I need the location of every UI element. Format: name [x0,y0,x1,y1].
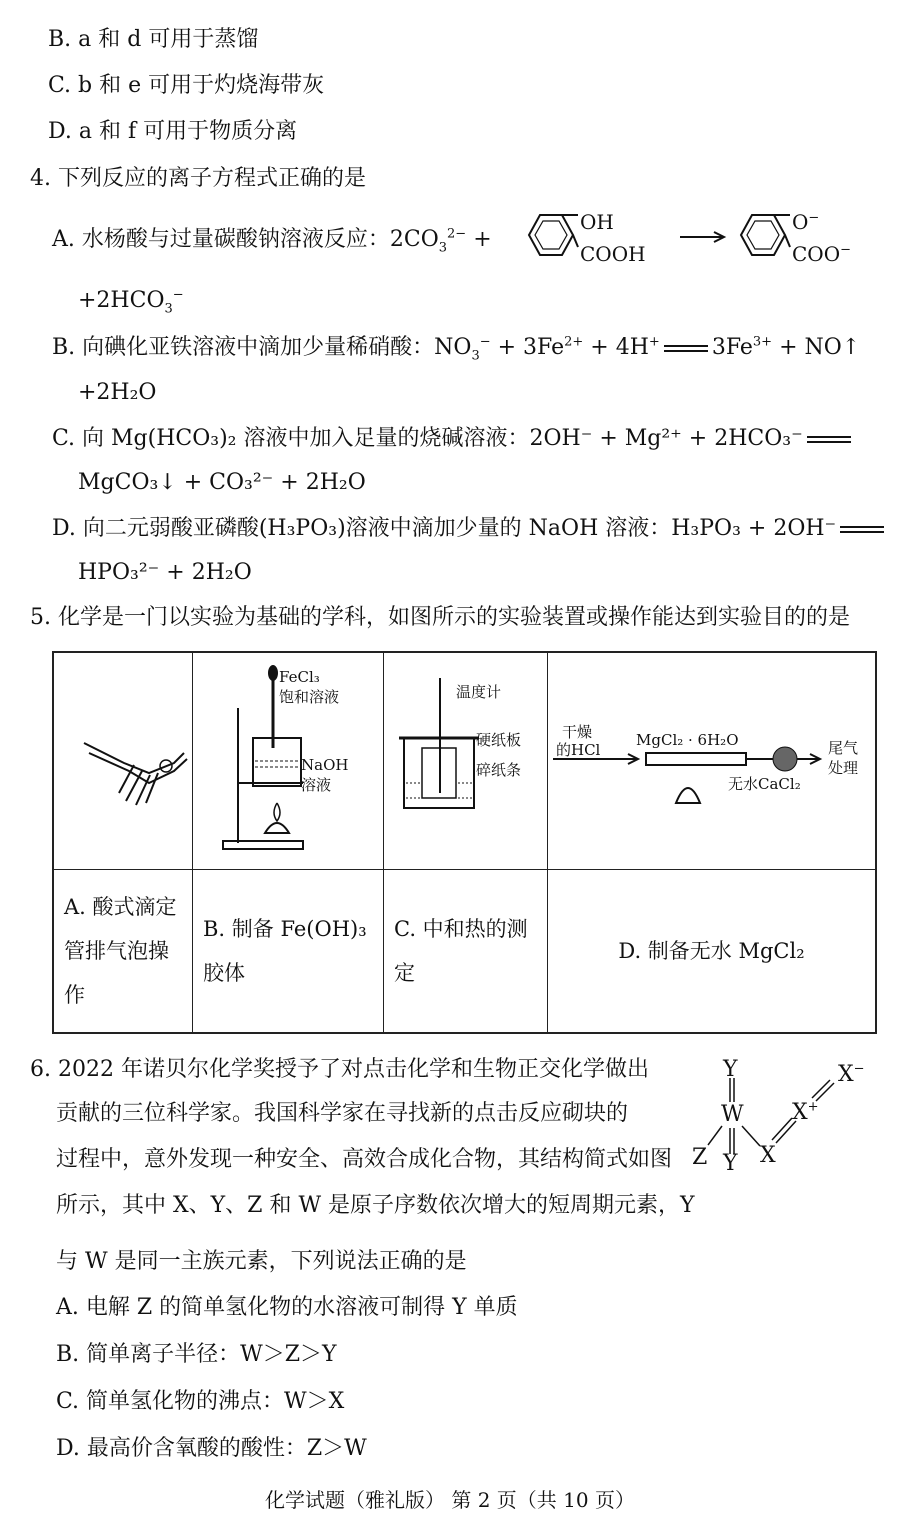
label-saturated: 饱和溶液 [279,688,340,706]
label-shreds: 碎纸条 [476,761,522,779]
q3-option-b: B. a 和 d 可用于蒸馏 [48,27,259,52]
label-solution: 溶液 [301,776,332,794]
label-fecl3: FeCl₃ [279,668,320,686]
label-naoh: NaOH [301,756,349,774]
q6-atom-w: W [721,1102,744,1127]
q6-atom-z: Z [692,1145,708,1170]
q6-option-a: A. 电解 Z 的简单氢化物的水溶液可制得 Y 单质 [56,1295,518,1320]
q4-a-ominus: O− [792,210,820,234]
label-thermometer: 温度计 [456,683,502,701]
q6-atom-xminus: X− [838,1061,865,1087]
q5-figure-b [193,652,384,870]
q4-a-oh: OH [580,210,614,234]
q5-caption-d: D. 制备无水 MgCl₂ [548,870,877,1034]
q6-option-d: D. 最高价含氧酸的酸性：Z＞W [56,1436,367,1461]
label-mgcl2: MgCl₂ · 6H₂O [636,731,739,749]
q6-line-2: 贡献的三位科学家。我国科学家在寻找新的点击反应砌块的 [56,1101,629,1126]
label-tail1: 尾气 [828,739,859,757]
q5-caption-a: A. 酸式滴定管排气泡操作 [53,870,193,1034]
q5-stem: 5. 化学是一门以实验为基础的学科，如图所示的实验装置或操作能达到实验目的的是 [30,605,850,630]
q6-option-c: C. 简单氢化物的沸点：W＞X [56,1389,345,1414]
q6-line-5: 与 W 是同一主族元素，下列说法正确的是 [56,1249,467,1274]
q6-atom-xplus: X+ [792,1099,819,1125]
q6-line-4: 所示，其中 X、Y、Z 和 W 是原子序数依次增大的短周期元素，Y [56,1193,695,1218]
q4-d-line2: HPO₃²⁻ + 2H₂O [78,560,252,585]
q5-table [52,651,877,1034]
q4-a-text: A. 水杨酸与过量碳酸钠溶液反应：2CO [52,227,439,252]
q4-option-d: D. 向二元弱酸亚磷酸(H₃PO₃)溶液中滴加少量的 NaOH 溶液：H₃PO₃ + 2OH⁻ [52,514,888,544]
q6-atom-x: X [760,1143,776,1168]
label-hcl: 的HCl [556,741,601,759]
q4-a-coo: COO− [792,242,852,266]
q4-b-line2: +2H₂O [78,380,157,405]
q4-c-line2: MgCO₃↓ + CO₃²⁻ + 2H₂O [78,470,366,495]
burette-figure [54,653,192,869]
q6-line-1: 6. 2022 年诺贝尔化学奖授予了对点击化学和生物正交化学做出 [30,1057,649,1082]
q5-figure-d [548,652,877,870]
q5-caption-c: C. 中和热的测定 [384,870,548,1034]
q5-figure-c [384,652,548,870]
label-dry: 干燥 [562,723,593,741]
q4-stem: 4. 下列反应的离子方程式正确的是 [30,166,366,191]
q6-option-b: B. 简单离子半径：W＞Z＞Y [56,1342,337,1367]
label-tail2: 处理 [828,759,859,777]
q4-option-b: B. 向碘化亚铁溶液中滴加少量稀硝酸：$NO_3^- + 3Fe^{2+} + 4H^+$ $3Fe^{3+}$ + NO↑ [52,334,861,364]
q5-caption-b: B. 制备 Fe(OH)₃ 胶体 [193,870,384,1034]
q3-option-d: D. a 和 f 可用于物质分离 [48,119,298,144]
reaction-arrow [678,231,728,243]
q5-figure-a [53,652,193,870]
q4-option-a: A. 水杨酸与过量碳酸钠溶液反应：$2CO_3^{2-}$ + [52,226,492,256]
q6-atom-y-top: Y [723,1057,738,1082]
q3-option-c: C. b 和 e 可用于灼烧海带灰 [48,73,325,98]
q6-atom-y-bottom: Y [723,1151,738,1176]
page-footer: 化学试题（雅礼版） 第 2 页（共 10 页） [265,1488,635,1512]
label-cacl2: 无水CaCl₂ [728,775,801,793]
q4-a-cont: $+2HCO_3^-$ [78,287,184,317]
q4-option-c: C. 向 Mg(HCO₃)₂ 溶液中加入足量的烧碱溶液：2OH⁻ + Mg²⁺ + 2HCO₃⁻ [52,424,855,454]
q6-line-3: 过程中，意外发现一种安全、高效合成化合物，其结构简式如图 [56,1147,673,1172]
label-cardboard: 硬纸板 [476,731,522,749]
q4-a-cooh: COOH [580,242,646,266]
